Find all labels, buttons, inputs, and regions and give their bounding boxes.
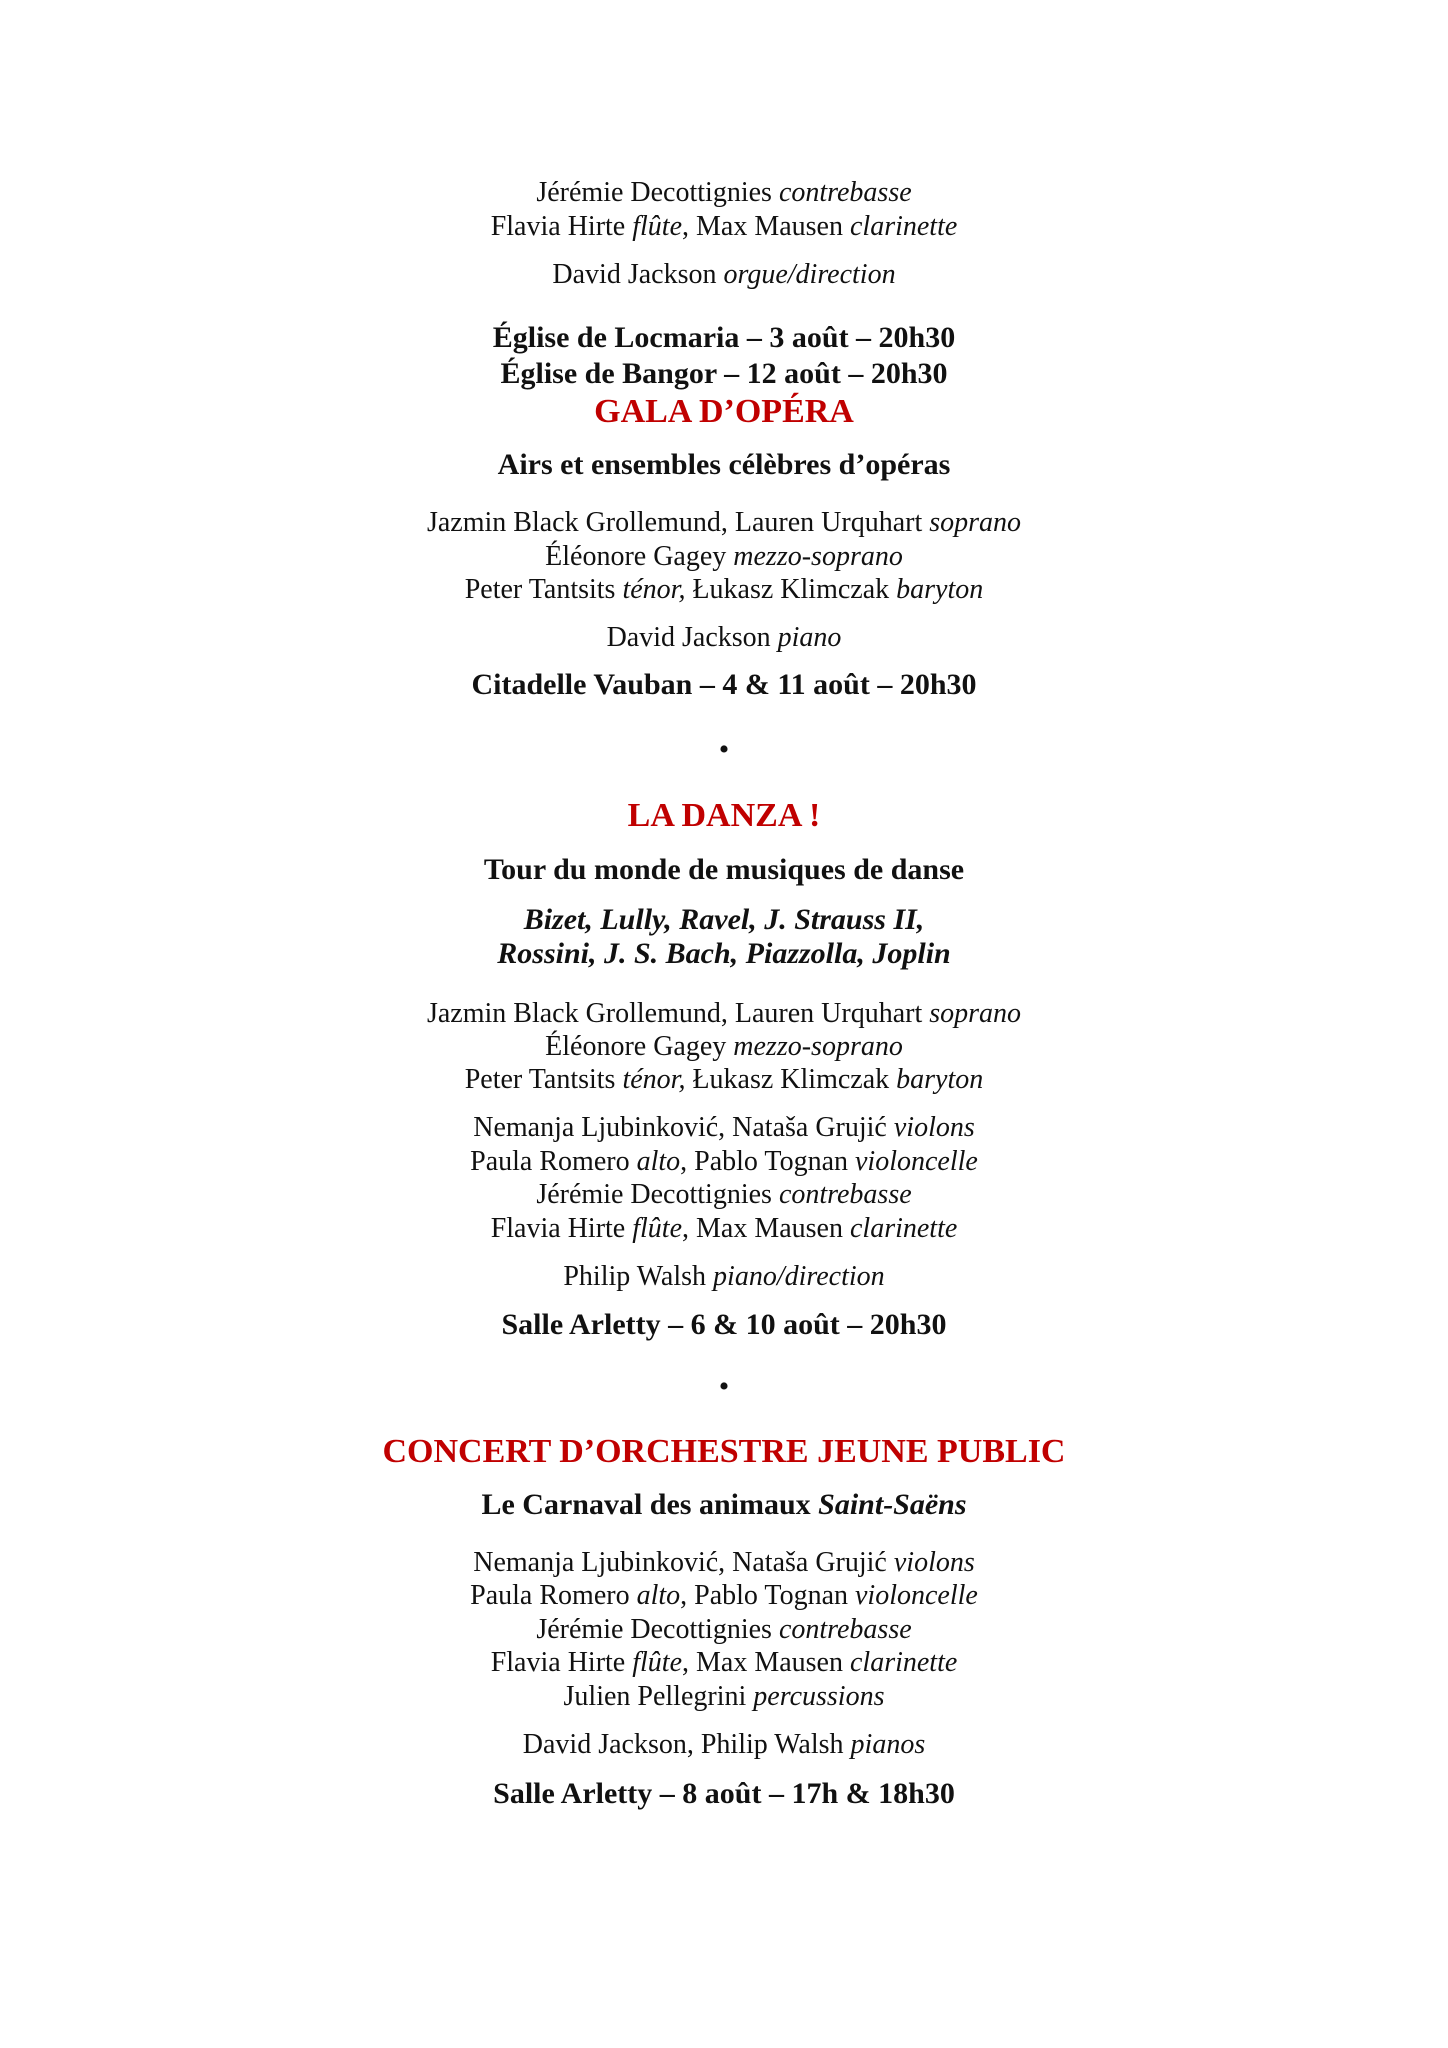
performer-line: Peter Tantsits ténor, Łukasz Klimczak baryton	[464, 1064, 984, 1095]
performer-line: Julien Pellegrini percussions	[563, 1681, 885, 1712]
performer-line: Nemanja Ljubinković, Nataša Grujić violons	[473, 1112, 975, 1143]
composers-line: Bizet, Lully, Ravel, J. Strauss II,	[523, 903, 925, 936]
concert-title: GALA D’OPÉRA	[594, 393, 854, 430]
venue-date: Église de Locmaria – 3 août – 20h30	[492, 321, 956, 354]
performer-line: Éléonore Gagey mezzo-soprano	[545, 541, 903, 572]
venue-date: Citadelle Vauban – 4 & 11 août – 20h30	[471, 668, 977, 701]
separator-bullet: •	[718, 1370, 730, 1403]
performer-line: Jazmin Black Grollemund, Lauren Urquhart soprano	[426, 998, 1022, 1029]
concert-title: LA DANZA !	[627, 797, 821, 834]
director-line: Philip Walsh piano/direction	[563, 1261, 885, 1292]
venue-date: Salle Arletty – 8 août – 17h & 18h30	[493, 1777, 955, 1810]
venue-date: Salle Arletty – 6 & 10 août – 20h30	[501, 1308, 947, 1341]
composers-line: Rossini, J. S. Bach, Piazzolla, Joplin	[497, 937, 951, 970]
performer-line: Jérémie Decottignies contrebasse	[536, 177, 912, 208]
separator-bullet: •	[718, 733, 730, 766]
performer-line: Flavia Hirte flûte, Max Mausen clarinette	[490, 1213, 958, 1244]
performer-line: Nemanja Ljubinković, Nataša Grujić violons	[473, 1547, 975, 1578]
concert-subtitle: Le Carnaval des animaux Saint-Saëns	[481, 1488, 967, 1521]
performer-line: Jazmin Black Grollemund, Lauren Urquhart soprano	[426, 507, 1022, 538]
concert-title: CONCERT D’ORCHESTRE JEUNE PUBLIC	[382, 1433, 1066, 1470]
performer-line: Jérémie Decottignies contrebasse	[536, 1179, 912, 1210]
concert-subtitle: Tour du monde de musiques de danse	[483, 853, 965, 886]
performer-line: Flavia Hirte flûte, Max Mausen clarinette	[490, 211, 958, 242]
performer-line: Peter Tantsits ténor, Łukasz Klimczak baryton	[464, 574, 984, 605]
venue-date: Église de Bangor – 12 août – 20h30	[500, 357, 948, 390]
concert-subtitle: Airs et ensembles célèbres d’opéras	[497, 448, 951, 481]
performer-line: Flavia Hirte flûte, Max Mausen clarinette	[490, 1647, 958, 1678]
performer-line: Jérémie Decottignies contrebasse	[536, 1614, 912, 1645]
director-line: David Jackson piano	[606, 622, 842, 653]
performer-line: Paula Romero alto, Pablo Tognan violoncelle	[470, 1580, 978, 1611]
performer-line: Paula Romero alto, Pablo Tognan violoncelle	[470, 1146, 978, 1177]
performer-line: Éléonore Gagey mezzo-soprano	[545, 1031, 903, 1062]
director-line: David Jackson orgue/direction	[552, 259, 896, 290]
director-line: David Jackson, Philip Walsh pianos	[522, 1729, 926, 1760]
